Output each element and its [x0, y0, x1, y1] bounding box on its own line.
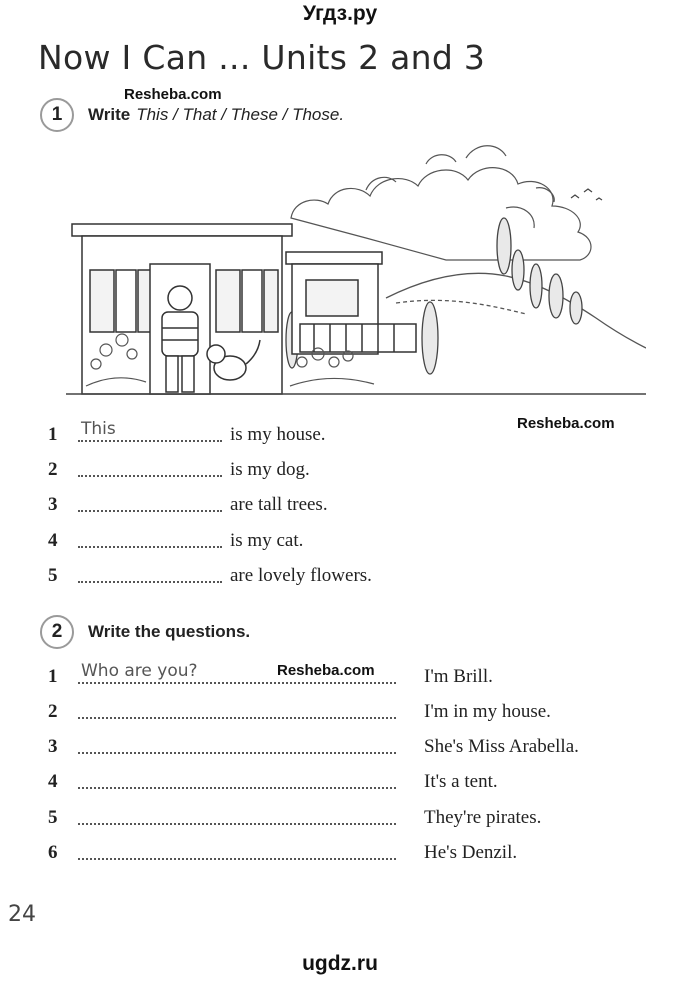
exercise-2-item	[48, 732, 668, 758]
item-number: 4	[48, 530, 58, 551]
answer-blank[interactable]	[78, 732, 396, 754]
sentence-text: is my dog.	[230, 459, 310, 480]
exercise-1-instruction	[88, 105, 344, 125]
watermark: Resheba.com	[124, 86, 222, 103]
exercise-1-item	[48, 561, 372, 587]
sentence-text: is my cat.	[230, 530, 304, 551]
exercise-2-number: 2	[40, 615, 74, 649]
answer-blank[interactable]	[78, 490, 222, 512]
response-text: They're pirates.	[424, 807, 542, 828]
response-text: She's Miss Arabella.	[424, 736, 579, 757]
site-header-label: Угдз.ру	[302, 2, 378, 25]
answer-blank[interactable]	[78, 767, 396, 789]
watermark: Resheba.com	[517, 415, 615, 432]
answer-blank[interactable]	[78, 697, 396, 719]
sentence-text: is my house.	[230, 424, 326, 445]
exercise-2-item	[48, 838, 668, 864]
exercise-1-item	[48, 526, 303, 552]
birds-illustration	[571, 189, 602, 200]
answer-blank[interactable]	[78, 561, 222, 583]
item-number: 2	[48, 459, 58, 480]
answer-blank[interactable]	[78, 662, 396, 684]
exercise-2-item	[48, 662, 668, 688]
answer-blank[interactable]	[78, 455, 222, 477]
exercise-1-number: 1	[40, 98, 74, 132]
exercise-1-item	[48, 420, 326, 446]
item-number: 5	[48, 807, 58, 828]
response-text: I'm Brill.	[424, 666, 493, 687]
item-number: 5	[48, 565, 58, 586]
site-footer-label: ugdz.ru	[302, 952, 378, 975]
page-title: Now I Can ... Units 2 and 3	[38, 38, 486, 77]
exercise-1-options: This / That / These / Those.	[136, 105, 345, 124]
handwritten-answer: This	[81, 419, 116, 439]
item-number: 3	[48, 736, 58, 757]
item-number: 1	[48, 666, 58, 687]
answer-blank[interactable]	[78, 838, 396, 860]
watermark: Resheba.com	[277, 662, 375, 679]
answer-blank[interactable]	[78, 420, 222, 442]
exercise-2-item	[48, 803, 668, 829]
answer-blank[interactable]	[78, 803, 396, 825]
exercise-1-instruction-label: Write	[88, 105, 131, 124]
item-number: 2	[48, 701, 58, 722]
handwritten-answer: Who are you?	[81, 661, 198, 681]
exercise-1-item	[48, 490, 328, 516]
house-illustration	[66, 128, 646, 400]
exercise-1-item	[48, 455, 310, 481]
item-number: 3	[48, 494, 58, 515]
item-number: 1	[48, 424, 58, 445]
exercise-2-item	[48, 767, 668, 793]
exercise-2-instruction: Write the questions.	[88, 622, 251, 641]
sentence-text: are tall trees.	[230, 494, 328, 515]
item-number: 6	[48, 842, 58, 863]
response-text: It's a tent.	[424, 771, 498, 792]
cloud-illustration	[291, 146, 591, 260]
page-number: 24	[8, 902, 36, 927]
item-number: 4	[48, 771, 58, 792]
response-text: I'm in my house.	[424, 701, 551, 722]
exercise-2-item	[48, 697, 668, 723]
response-text: He's Denzil.	[424, 842, 518, 863]
answer-blank[interactable]	[78, 526, 222, 548]
sentence-text: are lovely flowers.	[230, 565, 372, 586]
